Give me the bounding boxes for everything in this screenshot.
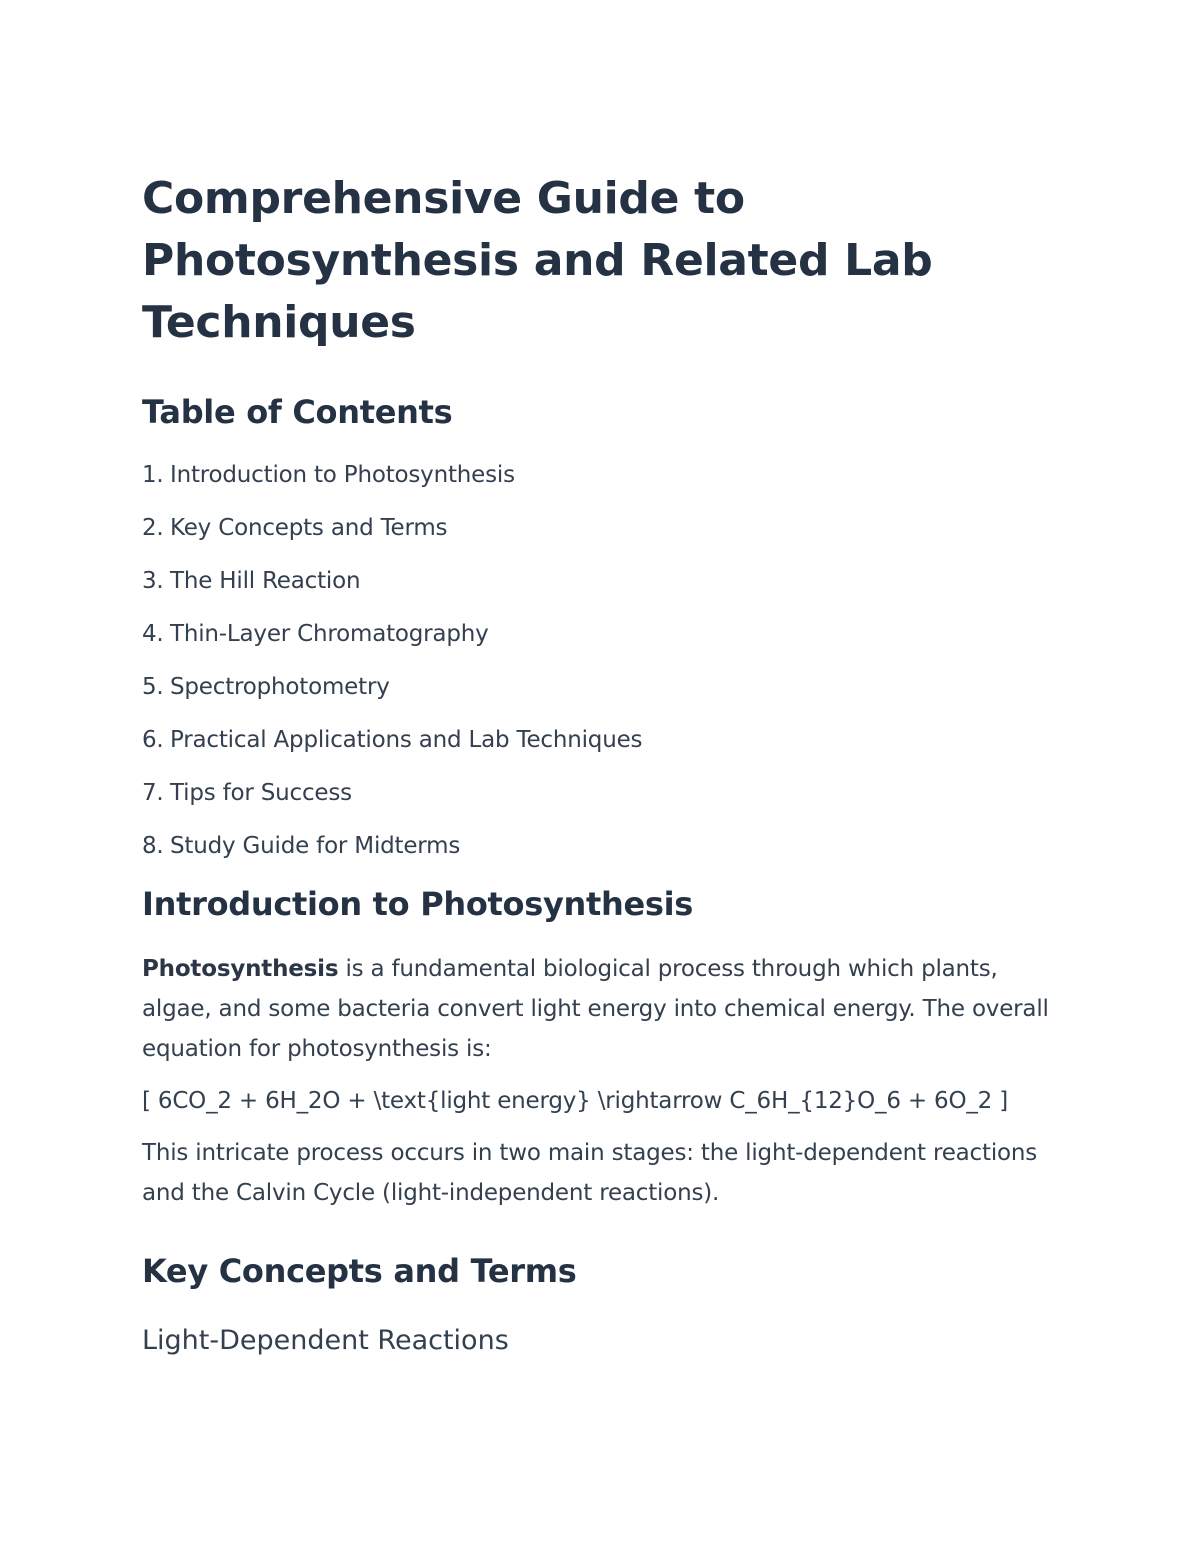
section-heading-key-concepts: Key Concepts and Terms bbox=[142, 1252, 577, 1290]
toc-item[interactable]: 2. Key Concepts and Terms bbox=[142, 515, 448, 541]
document-title: Comprehensive Guide to Photosynthesis and Related Lab Techniques bbox=[142, 173, 933, 348]
toc-item[interactable]: 5. Spectrophotometry bbox=[142, 674, 390, 700]
intro-term: Photosynthesis bbox=[142, 956, 339, 982]
toc-item[interactable]: 1. Introduction to Photosynthesis bbox=[142, 462, 515, 488]
stages-paragraph: This intricate process occurs in two main stages: the light-dependent reactions and the Calvin Cycle (light-independent reactions). bbox=[142, 1140, 1038, 1206]
toc-item[interactable]: 6. Practical Applications and Lab Techniques bbox=[142, 727, 643, 753]
toc-item[interactable]: 4. Thin-Layer Chromatography bbox=[142, 621, 489, 647]
subheading-light-dependent: Light-Dependent Reactions bbox=[142, 1325, 509, 1356]
toc-item[interactable]: 8. Study Guide for Midterms bbox=[142, 833, 461, 859]
equation-text: [ 6CO_2 + 6H_2O + \text{light energy} \rightarrow C_6H_{12}O_6 + 6O_2 ] bbox=[142, 1088, 1008, 1114]
toc-item[interactable]: 3. The Hill Reaction bbox=[142, 568, 361, 594]
intro-paragraph: Photosynthesis is a fundamental biological process through which plants, algae, and some bacteria convert light energy into chemical energy. The overall equation for photosynthesis is: bbox=[142, 956, 1049, 1062]
toc-item[interactable]: 7. Tips for Success bbox=[142, 780, 352, 806]
section-heading-introduction: Introduction to Photosynthesis bbox=[142, 885, 694, 923]
document-page bbox=[142, 168, 1062, 1359]
table-of-contents bbox=[142, 460, 1062, 884]
toc-heading: Table of Contents bbox=[142, 393, 453, 431]
